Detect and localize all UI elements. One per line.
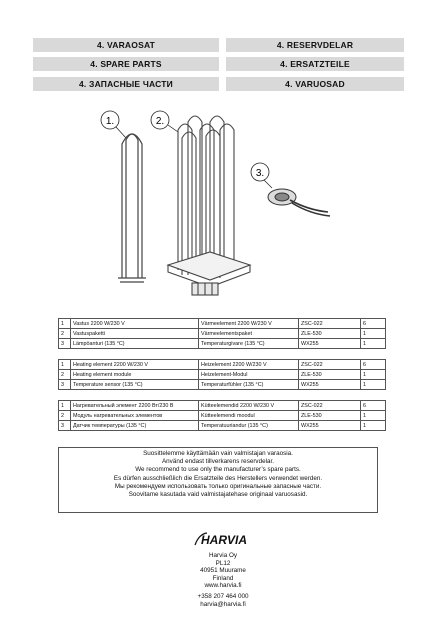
description-et: Kütteelemendid 2200 W/230 V bbox=[199, 401, 299, 411]
description-sv: Temperaturgivare (135 °C) bbox=[199, 339, 299, 349]
po-box: PL12 bbox=[215, 559, 231, 567]
svg-text:1.: 1. bbox=[105, 116, 115, 127]
country: Finland bbox=[212, 574, 234, 582]
website-link[interactable]: www.harvia.fi bbox=[204, 582, 242, 590]
quantity: 1 bbox=[361, 339, 386, 349]
header-zapasnye-chasti: 4. ЗАПАСНЫЕ ЧАСТИ bbox=[33, 77, 219, 91]
quantity: 1 bbox=[361, 329, 386, 339]
harvia-logo bbox=[0, 531, 446, 552]
row-number: 2 bbox=[59, 329, 71, 339]
part-code: ZSC-022 bbox=[299, 360, 361, 370]
description-fi: Lämpöanturi (135 °C) bbox=[71, 339, 199, 349]
heating-element-part-1 bbox=[118, 134, 146, 282]
spare-parts-notice bbox=[58, 447, 378, 513]
table-row bbox=[59, 339, 386, 349]
row-number: 3 bbox=[59, 339, 71, 349]
company-address bbox=[0, 552, 446, 608]
table-row bbox=[59, 319, 386, 329]
row-number: 2 bbox=[59, 370, 71, 380]
notice-line-fi: Suosittelemme käyttämään vain valmistajan varaosia. bbox=[143, 450, 293, 457]
description-et: Temperatuuriandur (135 °C) bbox=[199, 421, 299, 431]
table-row bbox=[59, 421, 386, 431]
description-ru: Нагревательный элемент 2200 Вт/230 В bbox=[71, 401, 199, 411]
part-code: ZSC-022 bbox=[299, 401, 361, 411]
part-code: WX255 bbox=[299, 421, 361, 431]
row-number: 1 bbox=[59, 319, 71, 329]
callout-1 bbox=[101, 111, 126, 138]
parts-table-fi-sv bbox=[58, 318, 386, 349]
part-code: WX255 bbox=[299, 339, 361, 349]
description-en: Temperature sensor (135 °C) bbox=[71, 380, 199, 390]
quantity: 6 bbox=[361, 401, 386, 411]
part-code: ZLE-530 bbox=[299, 411, 361, 421]
svg-text:2.: 2. bbox=[155, 116, 165, 127]
quantity: 6 bbox=[361, 319, 386, 329]
notice-line-sv: Använd endast tillverkarens reservdelar. bbox=[161, 458, 274, 466]
notice-line-et: Soovitame kasutada vaid valmistajatehase originaal varuosasid. bbox=[128, 491, 308, 499]
parts-table-ru-et bbox=[58, 400, 386, 431]
company-name: Harvia Oy bbox=[209, 552, 237, 559]
notice-line-de: Es dürfen ausschließlich die Ersatzteile des Herstellers verwendet werden. bbox=[113, 474, 323, 482]
row-number: 1 bbox=[59, 360, 71, 370]
description-de: Heizelement-Modul bbox=[199, 370, 299, 380]
row-number: 3 bbox=[59, 421, 71, 431]
heating-element-module-part-2 bbox=[168, 116, 250, 295]
parts-table-en-de bbox=[58, 359, 386, 390]
header-varuosad: 4. VARUOSAD bbox=[226, 77, 404, 91]
description-en: Heating element module bbox=[71, 370, 199, 380]
header-reservdelar: 4. RESERVDELAR bbox=[226, 38, 404, 52]
part-code: ZSC-022 bbox=[299, 319, 361, 329]
callout-3 bbox=[251, 163, 272, 188]
email-link[interactable]: harvia@harvia.fi bbox=[200, 600, 246, 608]
notice-line-ru: Мы рекомендуем использовать только оригинальные запасные части. bbox=[114, 482, 322, 490]
svg-text:HARVIA: HARVIA bbox=[200, 533, 248, 547]
part-code: ZLE-530 bbox=[299, 370, 361, 380]
table-row bbox=[59, 360, 386, 370]
quantity: 1 bbox=[361, 380, 386, 390]
table-row bbox=[59, 370, 386, 380]
table-row bbox=[59, 401, 386, 411]
description-sv: Värmeelement 2200 W/230 V bbox=[199, 319, 299, 329]
table-row bbox=[59, 329, 386, 339]
callout-2 bbox=[151, 111, 178, 132]
svg-text:3.: 3. bbox=[255, 168, 265, 179]
quantity: 1 bbox=[361, 370, 386, 380]
part-code: ZLE-530 bbox=[299, 329, 361, 339]
quantity: 6 bbox=[361, 360, 386, 370]
parts-illustration bbox=[60, 100, 400, 310]
description-fi: Vastus 2200 W/230 V bbox=[71, 319, 199, 329]
row-number: 2 bbox=[59, 411, 71, 421]
phone-number: +358 207 464 000 bbox=[197, 592, 249, 600]
notice-line-en: We recommend to use only the manufacturer’s spare parts. bbox=[135, 466, 301, 474]
description-sv: Värmeelementspaket bbox=[199, 329, 299, 339]
description-de: Heizelement 2200 W/230 V bbox=[199, 360, 299, 370]
description-et: Kütteelemendi moodul bbox=[199, 411, 299, 421]
description-en: Heating element 2200 W/230 V bbox=[71, 360, 199, 370]
description-de: Temperaturfühler (135 °C) bbox=[199, 380, 299, 390]
postal-city: 40951 Muurame bbox=[200, 567, 246, 575]
header-varaosat: 4. VARAOSAT bbox=[33, 38, 219, 52]
description-fi: Vastuspaketti bbox=[71, 329, 199, 339]
quantity: 1 bbox=[361, 421, 386, 431]
row-number: 1 bbox=[59, 401, 71, 411]
header-spare-parts: 4. SPARE PARTS bbox=[33, 57, 219, 71]
temperature-sensor-part-3 bbox=[268, 189, 330, 216]
description-ru: Модуль нагревательных элементов bbox=[71, 411, 199, 421]
part-code: WX255 bbox=[299, 380, 361, 390]
quantity: 1 bbox=[361, 411, 386, 421]
description-ru: Датчик температуры (135 °C) bbox=[71, 421, 199, 431]
header-ersatzteile: 4. ERSATZTEILE bbox=[226, 57, 404, 71]
table-row bbox=[59, 411, 386, 421]
row-number: 3 bbox=[59, 380, 71, 390]
table-row bbox=[59, 380, 386, 390]
